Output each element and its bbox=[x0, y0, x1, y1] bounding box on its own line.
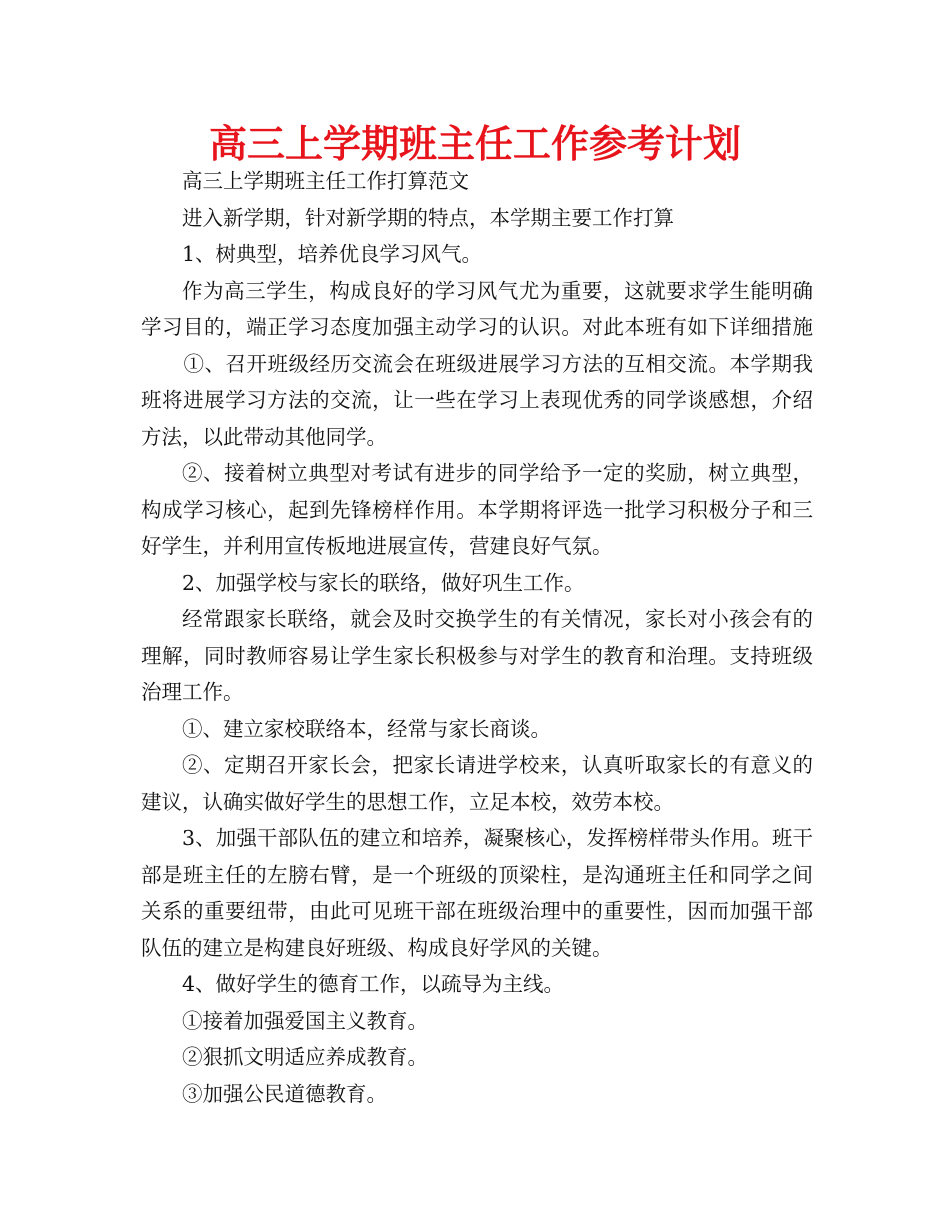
document-title: 高三上学期班主任工作参考计划 bbox=[208, 122, 741, 166]
paragraph-4-item-3: ③加强公民道德教育。 bbox=[182, 1081, 387, 1106]
paragraph-heading-3: 3、加强干部队伍的建立和培养，凝聚核心，发挥榜样带头作用。班干部是班主任的左膀右臂，是一个班级的顶梁柱，是沟通班主任和同学之间关系的重要纽带，由此可见班干部在班级治理中的重要性，因而加强干部队伍的建立是构建良好班级、构成良好学风的关键。 bbox=[141, 826, 813, 960]
paragraph-subtitle: 高三上学期班主任工作打算范文 bbox=[182, 169, 469, 193]
paragraph-1-text: 作为高三学生，构成良好的学习风气尤为重要，这就要求学生能明确学习目的，端正学习态度加强主动学习的认识。对此本班有如下详细措施 bbox=[141, 278, 813, 339]
paragraph-2-body: 经常跟家长联络，就会及时交换学生的有关情况，家长对小孩会有的理解，同时教师容易让学生家长积极参与对学生的教育和治理。支持班级治理工作。 bbox=[141, 607, 813, 704]
paragraph-1-measure-2: ②、接着树立典型对考试有进步的同学给予一定的奖励，树立典型，构成学习核心，起到先锋榜样作用。本学期将评选一批学习积极分子和三好学生，并利用宣传板地进展宣传，营建良好气氛。 bbox=[141, 461, 813, 558]
document-body bbox=[141, 163, 813, 1112]
paragraph-1-measure-1: ①、召开班级经历交流会在班级进展学习方法的互相交流。本学期我班将进展学习方法的交流，让一些在学习上表现优秀的同学谈感想，介绍方法，以此带动其他同学。 bbox=[141, 351, 813, 449]
paragraph-2-measure-2: ②、定期召开家长会，把家长请进学校来，认真听取家长的有意义的建议，认确实做好学生的思想工作，立足本校，效劳本校。 bbox=[141, 753, 813, 814]
paragraph-1-body bbox=[141, 273, 813, 456]
paragraph-intro: 进入新学期，针对新学期的特点，本学期主要工作打算 bbox=[182, 205, 674, 230]
paragraph-2-measure-1: ①、建立家校联络本，经常与家长商谈。 bbox=[182, 716, 551, 741]
paragraph-heading-2: 2、加强学校与家长的联络，做好巩生工作。 bbox=[182, 570, 585, 595]
paragraph-4-item-2: ②狠抓文明适应养成教育。 bbox=[182, 1045, 428, 1069]
paragraph-4-item-1: ①接着加强爱国主义教育。 bbox=[182, 1008, 428, 1033]
paragraph-heading-4: 4、做好学生的德育工作，以疏导为主线。 bbox=[182, 972, 565, 996]
paragraph-heading-1: 1、树典型，培养优良学习风气。 bbox=[182, 242, 483, 266]
